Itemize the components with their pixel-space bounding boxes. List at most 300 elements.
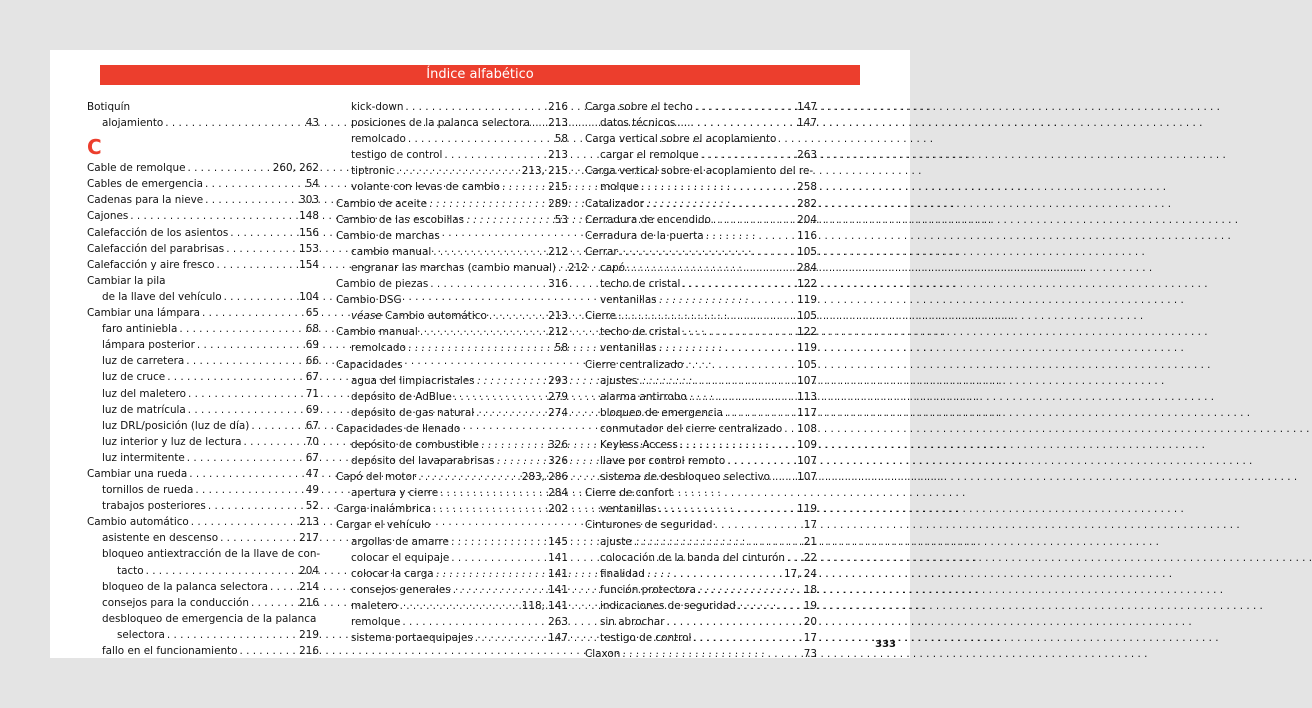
entry-label: alarma antirrobo [600,390,687,403]
entry-label: Cambiar una rueda [87,467,188,480]
entry-page: 122 [797,278,817,291]
dot-leader [188,386,302,402]
index-entry [87,466,319,482]
dot-leader [197,337,302,353]
entry-label: kick-down [351,101,404,113]
entry-page: 52 [305,500,319,513]
dot-leader [429,196,544,212]
entry-page: 260, 262 [272,162,319,175]
entry-label: luz de cruce [102,371,166,384]
dot-leader [146,563,296,579]
index-subentry [336,373,568,389]
entry-page: 105 [797,310,817,323]
entry-page: 216 [548,101,568,113]
entry-label: faro antiniebla [102,323,178,336]
dot-leader [430,276,544,292]
entry-page: 282 [797,197,817,210]
index-subentry [87,353,319,369]
entry-label: luz del maletero [102,387,187,400]
index-subentry [336,598,568,614]
index-subentry [87,498,319,514]
index-column-1 [87,99,319,659]
index-entry [585,196,817,212]
index-subentry [585,550,817,566]
entry-page: 71 [305,387,319,400]
entry-page: 67 [305,419,319,432]
entry-label: luz interior y luz de lectura [102,435,242,448]
dot-leader [667,614,800,630]
dot-leader [433,501,544,517]
entry-label: datos técnicos [600,117,676,130]
entry-label: remolcado [351,133,406,146]
dot-leader [659,292,794,308]
entry-page: 54 [305,178,319,191]
index-entry [336,324,568,340]
entry-label: Calefacción y aire fresco [87,258,215,271]
dot-leader [680,437,793,453]
entry-label: luz de carretera [102,355,185,368]
entry-page: 258 [797,181,817,194]
dot-leader [496,453,544,469]
dot-leader [130,208,295,224]
entry-label: Cambio de aceite [336,197,428,210]
entry-label: techo de cristal [600,278,681,291]
entry-label: depósito de combustible [351,438,479,451]
dot-leader [639,373,793,389]
dot-leader [165,115,301,131]
entry-label: cargar el remolque [600,149,699,162]
entry-label: sistema portaequipajes [351,632,473,645]
index-entry [585,517,817,533]
dot-leader [475,630,544,646]
index-subentry [585,115,817,131]
index-entry [87,176,319,192]
index-subentry [336,453,568,469]
entry-page: 279 [548,390,568,403]
entry-label: Calefacción de los asientos [87,226,229,239]
entry-page: 73 [803,648,817,661]
entry-label: testigo de control [600,632,692,645]
entry-page: 117 [797,406,817,419]
dot-leader [167,627,295,643]
index-subentry [87,563,319,579]
entry-page: 119 [797,294,817,307]
dot-leader [187,160,268,176]
entry-page: 70 [305,435,319,448]
index-entry [87,160,319,176]
entry-page: 105 [797,245,817,258]
entry-page: 17 [803,632,817,645]
entry-page: 215 [548,181,568,194]
index-subentry [585,340,817,356]
dot-leader [627,260,793,276]
index-subentry [585,373,817,389]
entry-label: Keyless Access [600,438,678,451]
entry-page: 109 [797,438,817,451]
entry-label: trabajos posteriores [102,500,206,513]
entry-label: colocación de la banda del cinturón [600,551,785,564]
dot-leader [244,434,302,450]
index-subentry [585,421,817,437]
entry-page: 289 [548,197,568,210]
index-subentry [87,402,319,418]
index-entry [336,212,568,228]
index-subentry [336,405,568,421]
dot-leader [230,225,295,241]
dot-leader [186,353,302,369]
entry-page: 53 [554,213,568,226]
dot-leader [205,176,302,192]
dot-leader [167,369,302,385]
index-subentry [336,550,568,566]
entry-label: Calefacción del parabrisas [87,242,225,255]
page-number: 333 [875,639,896,650]
entry-label: Cerradura de encendido [585,213,711,226]
index-entry-continued: bloqueo antiextracción de la llave de con- [102,548,321,561]
index-subentry [87,418,319,434]
index-heading: Cambio de marchas [336,229,440,242]
entry-page: 21 [803,535,817,548]
entry-label: ajustes [600,374,638,387]
index-subentry [87,595,319,611]
dot-leader [188,402,302,418]
dot-leader [659,501,794,517]
dot-leader [402,614,544,630]
entry-label: Claxon [585,648,621,661]
dot-leader [251,595,295,611]
index-heading: Cambio DSG [336,294,402,307]
index-entry [87,192,319,208]
dot-leader [189,466,302,482]
dot-leader [396,163,518,179]
index-entry [585,244,817,260]
dot-leader [444,147,544,163]
dot-leader [693,630,799,646]
entry-label: Cable de remolque [87,162,186,175]
index-subentry [336,582,568,598]
index-entry [87,241,319,257]
entry-page: 153 [299,242,319,255]
index-subentry [585,598,817,614]
dot-leader [682,276,793,292]
entry-label: Cerrar [585,245,618,258]
index-subentry [585,630,817,646]
index-subentry [87,289,319,305]
entry-page: 118, 141 [521,599,568,612]
entry-label: Cierre [585,310,617,323]
index-subentry [336,244,568,260]
entry-label: alojamiento [102,117,164,130]
entry-label: selectora [117,628,165,641]
entry-page: 58 [554,342,568,355]
entry-page: 219 [299,628,319,641]
index-entry [585,308,817,324]
dot-leader [481,437,544,453]
entry-page: 49 [305,484,319,497]
entry-label: testigo de control [351,149,443,162]
entry-label: sin abrochar [600,616,665,628]
entry-label: tacto [117,564,144,577]
index-subentry [87,321,319,337]
entry-page: 108 [797,422,817,435]
entry-label: Cinturones de seguridad [585,519,713,532]
entry-page: 212 [568,261,588,274]
entry-label: Cables de emergencia [87,178,204,191]
entry-label: ventanillas [600,294,657,307]
index-subentry [87,530,319,546]
entry-label: ventanillas [600,342,657,355]
entry-label: Cerradura de la puerta [585,229,704,242]
index-heading: Botiquín [87,101,131,113]
index-subentry [336,437,568,453]
entry-page: 217 [299,532,319,545]
dot-leader [208,498,302,514]
index-entry [87,257,319,273]
dot-leader [634,534,800,550]
entry-page: 19 [803,599,817,612]
dot-leader [713,212,793,228]
entry-page: 47 [305,467,319,480]
entry-label: asistente en descenso [102,532,219,545]
dot-leader [179,321,301,337]
dot-leader [489,308,544,324]
entry-page: 20 [803,616,817,628]
dot-leader [772,469,793,485]
entry-page: 67 [305,451,319,464]
dot-leader [689,389,793,405]
entry-page: 213 [548,149,568,162]
entry-label: Capó del motor [336,471,417,484]
index-entry [585,228,817,244]
entry-label: Cambio manual [336,326,418,339]
entry-label: sistema de desbloqueo selectivo [600,471,771,484]
entry-page: 213 [548,310,568,323]
dot-leader [622,646,799,662]
index-subentry [585,566,817,582]
index-heading: Cambiar la pila [87,274,166,287]
entry-page: 263 [548,616,568,628]
index-entry [585,646,817,662]
index-subentry [585,453,817,469]
index-subentry [336,566,568,582]
index-entry-continued: desbloqueo de emergencia de la palanca [102,612,317,625]
entry-label: remolcado [351,342,406,355]
dot-leader [418,469,517,485]
dot-leader [187,450,302,466]
dot-leader [641,179,793,195]
entry-label: luz intermitente [102,451,185,464]
index-subentry [336,614,568,630]
index-subentry [585,614,817,630]
entry-page: 43 [305,117,319,130]
entry-label: función protectora [600,583,696,596]
dot-leader [195,482,301,498]
section-letter: C [87,135,102,160]
entry-label: agua del limpiacristales [351,374,475,387]
entry-label: bloqueo de emergencia [600,406,723,419]
index-subentry [585,469,817,485]
entry-label: techo de cristal [600,326,681,339]
entry-page: 154 [299,258,319,271]
entry-label: depósito de gas natural [351,406,475,419]
dot-leader [646,196,793,212]
index-subentry [585,260,817,276]
entry-label: consejos para la conducción [102,596,249,609]
entry-page: 213 [299,516,319,529]
index-subentry [336,534,568,550]
entry-label: ajuste [600,535,632,548]
dot-leader [405,99,544,115]
entry-label: volante con levas de cambio [351,181,500,194]
entry-page: 147 [797,101,817,113]
dot-leader [787,550,800,566]
entry-label: Cambio automático [87,516,189,529]
entry-text: Cambio automático [385,310,487,323]
entry-label: depósito de AdBlue [351,390,452,403]
index-subentry [585,292,817,308]
entry-page: 326 [548,438,568,451]
index-entry [336,501,568,517]
entry-page: 212 [548,245,568,258]
entry-page: 67 [305,371,319,384]
entry-label: argollas de amarre [351,535,449,548]
dot-leader [682,324,793,340]
entry-page: 22 [803,551,817,564]
index-heading: Capacidades de llenado [336,422,461,435]
entry-page: 293 [548,374,568,387]
dot-leader [220,530,295,546]
index-heading: Carga vertical sobre el acoplamiento [585,133,777,146]
entry-page: 148 [299,210,319,223]
page-title: Índice alfabético [100,65,860,85]
index-subentry [87,386,319,402]
index-entry [585,357,817,373]
entry-page: 147 [548,632,568,645]
entry-page: 69 [305,339,319,352]
entry-label: bloqueo de la palanca selectora [102,580,268,593]
entry-label: luz de matrícula [102,403,186,416]
entry-page: 65 [305,307,319,320]
index-subentry [336,260,588,276]
index-subentry [87,450,319,466]
index-subentry [87,643,319,659]
index-subentry [336,340,568,356]
dot-leader [408,131,551,147]
entry-page: 107 [797,374,817,387]
dot-leader [727,453,793,469]
dot-leader [701,147,793,163]
entry-page: 104 [299,290,319,303]
entry-page: 303 [299,194,319,207]
dot-leader [408,340,551,356]
dot-leader [476,405,544,421]
index-entry [87,225,319,241]
dot-leader [191,514,295,530]
dot-leader [714,517,799,533]
entry-label: Cadenas para la nieve [87,194,204,207]
index-subentry [585,389,817,405]
entry-page: 17, 24 [783,567,817,580]
entry-page: 18 [803,583,817,596]
index-subentry [336,163,568,179]
index-subentry [336,179,568,195]
entry-page: 69 [305,403,319,416]
dot-leader [454,389,544,405]
entry-label: fallo en el funcionamiento [102,645,238,657]
dot-leader [251,418,301,434]
index-heading: Capacidades [336,358,403,371]
dot-leader [205,192,295,208]
index-entry [585,212,817,228]
dot-leader [270,579,295,595]
entry-label: Carga sobre el techo [585,101,693,113]
index-column-3 [585,99,817,662]
dot-leader [647,566,780,582]
entry-page: 216 [299,645,319,657]
entry-page: 204 [797,213,817,226]
entry-label: Catalizador [585,197,644,210]
entry-page: 212 [548,326,568,339]
dot-leader [451,534,544,550]
entry-label: colocar la carga [351,567,434,580]
entry-label: cambio manual [351,245,432,258]
entry-page: 326 [548,455,568,468]
dot-leader [698,582,800,598]
dot-leader [202,305,302,321]
dot-leader [400,598,518,614]
index-subentry [336,308,568,324]
index-subentry [585,179,817,195]
dot-leader [224,289,296,305]
index-entry [336,196,568,212]
index-subentry [336,389,568,405]
entry-label: Cambiar una lámpara [87,307,200,320]
entry-label: remolque [351,616,401,628]
index-entry [336,469,568,485]
index-subentry [585,147,817,163]
entry-label: Carga inalámbrica [336,503,432,516]
index-subentry [336,99,568,115]
entry-page: 119 [797,342,817,355]
entry-page: 284 [797,261,817,274]
entry-label: posiciones de la palanca selectora [351,117,530,130]
entry-page: 122 [797,326,817,339]
entry-page: 113 [797,390,817,403]
index-subentry [585,324,817,340]
index-subentry [585,534,817,550]
entry-label: Cambio de piezas [336,278,429,291]
index-entry [87,305,319,321]
index-heading: Cierre de confort [585,487,673,500]
index-subentry [336,630,568,646]
entry-label: llave por control remoto [600,455,726,468]
index-subentry [336,147,568,163]
dot-leader [436,566,544,582]
dot-leader [706,228,794,244]
dot-leader [532,115,544,131]
index-subentry [585,437,817,453]
dot-leader [558,260,564,276]
entry-label: conmutador del cierre centralizado [600,422,783,435]
entry-label: engranar las marchas (cambio manual) [351,261,556,274]
entry-label: lámpara posterior [102,339,195,352]
dot-leader [477,373,545,389]
entry-page: 141 [548,551,568,564]
entry-prefix: véase [351,310,382,323]
dot-leader [725,405,793,421]
entry-label: Cambio de las escobillas [336,213,465,226]
entry-page: 107 [797,455,817,468]
